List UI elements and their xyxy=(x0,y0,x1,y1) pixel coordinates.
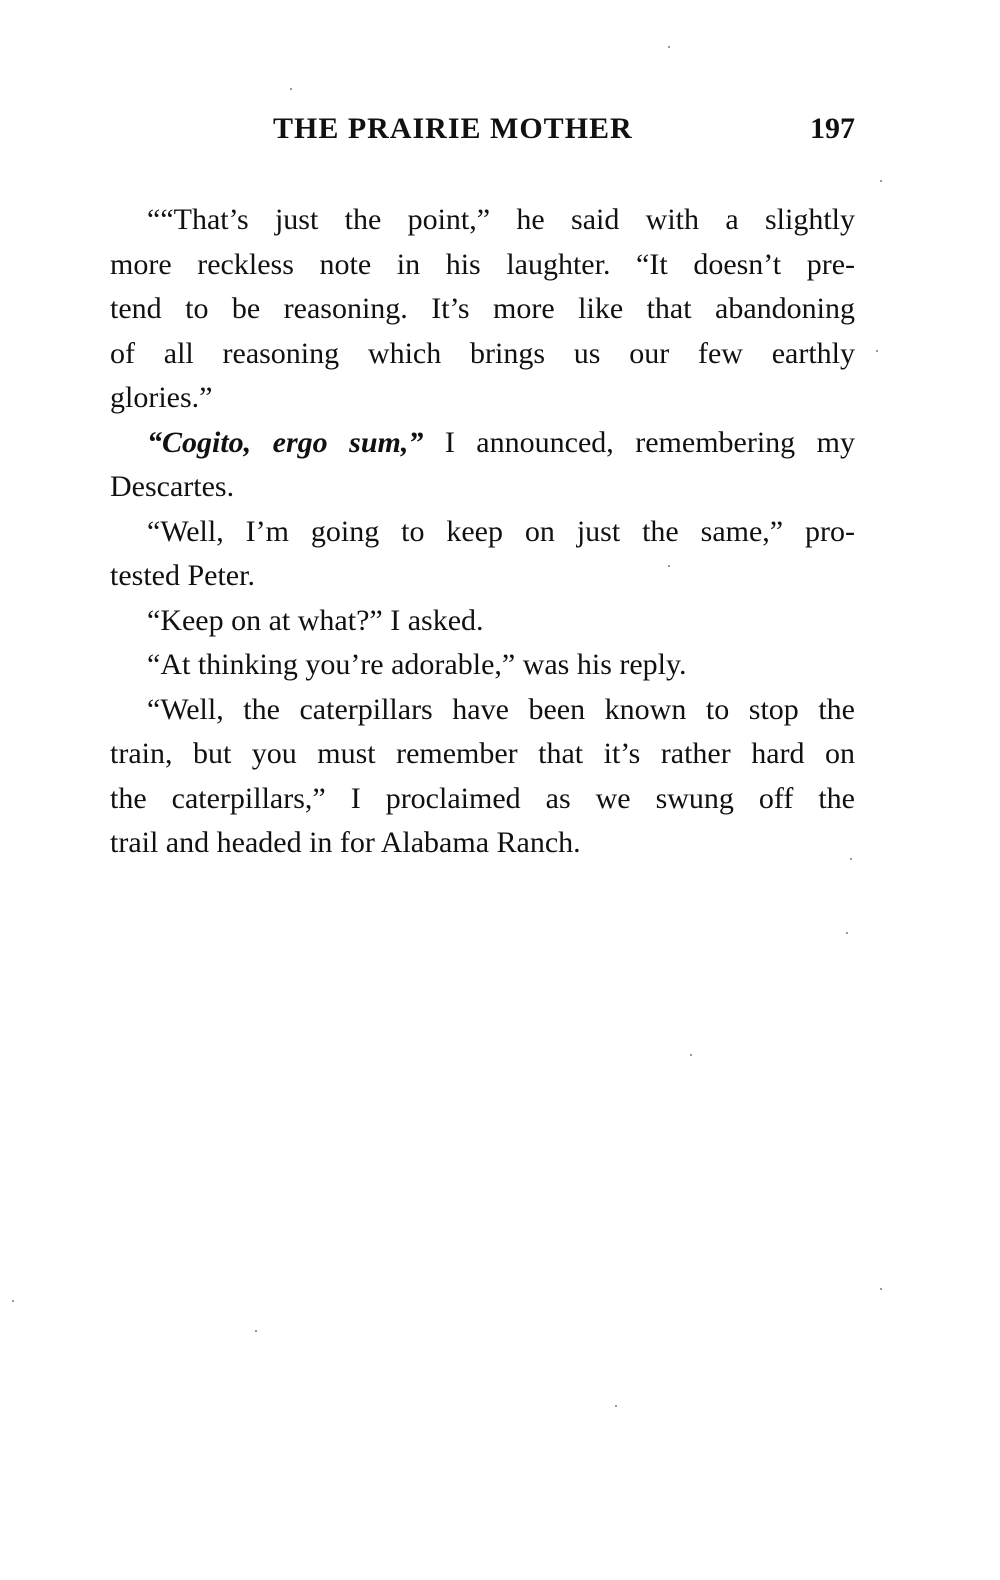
text-line: “Keep on at what?” I asked. xyxy=(147,603,484,637)
scan-speck xyxy=(690,1054,692,1056)
scan-speck xyxy=(12,1300,14,1302)
text-line: “Well, the caterpillars have been known to stop the xyxy=(147,692,855,726)
scan-speck xyxy=(880,180,882,182)
scan-speck xyxy=(615,1405,617,1407)
scan-speck xyxy=(880,1288,882,1290)
paragraph xyxy=(110,198,855,421)
paragraph xyxy=(110,599,855,644)
text-line xyxy=(110,421,855,466)
running-title: THE PRAIRIE MOTHER xyxy=(273,112,633,145)
text-line: more reckless note in his laughter. “It doesn’t pre- xyxy=(110,247,855,281)
paragraph xyxy=(110,510,855,599)
paragraph xyxy=(110,421,855,510)
scan-speck xyxy=(668,46,670,48)
scan-speck xyxy=(255,1330,257,1332)
text-line: train, but you must remember that it’s rather hard on xyxy=(110,737,855,770)
scan-speck xyxy=(876,350,878,352)
text-line: of all reasoning which brings us our few earthly xyxy=(110,336,855,370)
page-number: 197 xyxy=(810,112,855,145)
text-line: the caterpillars,” I proclaimed as we swung off the xyxy=(110,781,855,815)
text-line: trail and headed in for Alabama Ranch. xyxy=(110,826,581,859)
scan-speck xyxy=(668,565,670,567)
text-line: ““That’s just the point,” he said with a slightly xyxy=(147,203,855,236)
text-fragment: I announced, remembering my xyxy=(423,425,855,459)
paragraph xyxy=(110,688,855,866)
scan-speck xyxy=(850,858,852,860)
text-line: “At thinking you’re adorable,” was his reply. xyxy=(147,648,687,681)
text-line: glories.” xyxy=(110,381,213,414)
text-line: Descartes. xyxy=(110,470,235,503)
paragraph xyxy=(110,643,855,688)
scan-speck xyxy=(290,88,292,90)
body-text xyxy=(110,198,855,866)
scan-speck xyxy=(846,932,848,934)
text-line: “Well, I’m going to keep on just the same,” pro- xyxy=(147,514,855,548)
running-head xyxy=(110,112,855,162)
latin-phrase: “Cogito, ergo sum,” xyxy=(147,425,424,459)
text-line: tend to be reasoning. It’s more like that abandoning xyxy=(110,292,855,325)
text-line: tested Peter. xyxy=(110,559,255,592)
